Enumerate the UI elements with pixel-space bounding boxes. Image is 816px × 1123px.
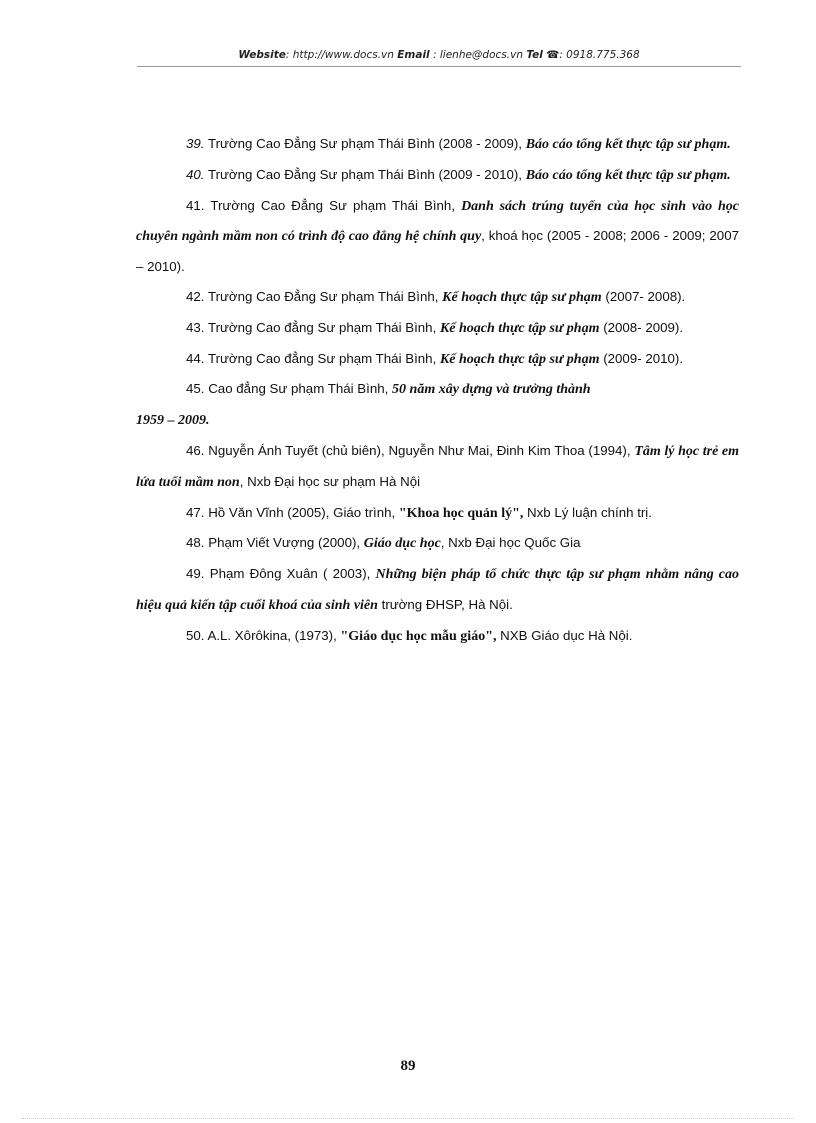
reference-item xyxy=(136,129,739,160)
reference-publisher: , Nxb Đại học Quốc Gia xyxy=(440,535,581,551)
reference-number: 45. xyxy=(186,381,205,397)
reference-authors: Hồ Văn Vĩnh (2005), Giáo trình, xyxy=(204,504,399,520)
reference-title: "Khoa học quản lý", xyxy=(398,505,524,521)
reference-publisher: Nxb Lý luận chính trị. xyxy=(523,504,652,520)
reference-number: 46. xyxy=(186,442,205,458)
website-label: Website xyxy=(238,49,286,61)
reference-item xyxy=(136,528,739,559)
tel-label: Tel xyxy=(526,49,543,61)
page-number: 89 xyxy=(400,1058,416,1074)
reference-authors: Trường Cao Đẳng Sư phạm Thái Bình, xyxy=(204,197,462,213)
reference-item xyxy=(136,621,739,652)
reference-item xyxy=(136,313,739,344)
reference-title: Tâm lý học trẻ em lứa tuổi mầm non xyxy=(136,443,739,490)
reference-title: Báo cáo tổng kết thực tập sư phạm. xyxy=(525,137,731,152)
reference-title: 50 năm xây dựng và trưởng thành xyxy=(392,382,591,398)
reference-item xyxy=(136,282,739,313)
email-address[interactable]: : lienhe@docs.vn xyxy=(429,49,523,61)
reference-publisher: (2009- 2010). xyxy=(599,350,684,366)
reference-authors: Cao đẳng Sư phạm Thái Bình, xyxy=(204,381,393,397)
reference-publisher: trường ĐHSP, Hà Nội. xyxy=(377,596,513,612)
reference-publisher: , khoá học (2005 - 2008; 2006 - 2009; 2007 – 2010). xyxy=(136,228,739,275)
reference-number: 40. xyxy=(186,166,205,182)
reference-authors: Nguyễn Ánh Tuyết (chủ biên), Nguyễn Như Mai, Đinh Kim Thoa (1994), xyxy=(204,442,635,458)
reference-number: 50. xyxy=(186,627,205,643)
reference-list xyxy=(136,129,739,652)
reference-authors: Trường Cao đẳng Sư phạm Thái Bình, xyxy=(204,319,440,335)
reference-title: "Giáo dục học mẫu giáo", xyxy=(340,628,497,644)
reference-publisher: (2007- 2008). xyxy=(601,288,686,304)
reference-authors: Trường Cao Đẳng Sư phạm Thái Bình (2008 - 2009), xyxy=(204,136,526,151)
phone-icon: ☎ xyxy=(546,49,560,61)
reference-title: Kế hoạch thực tập sư phạm xyxy=(439,351,600,367)
reference-number: 43. xyxy=(186,319,205,335)
reference-item xyxy=(136,374,739,436)
reference-publisher: (2008- 2009). xyxy=(599,319,684,335)
reference-number: 47. xyxy=(186,504,205,520)
reference-number: 42. xyxy=(186,288,205,304)
page-edge-divider xyxy=(22,1118,794,1119)
reference-item xyxy=(136,498,739,529)
reference-title: Báo cáo tổng kết thực tập sư phạm. xyxy=(525,167,731,183)
page-header xyxy=(137,46,741,67)
reference-item xyxy=(136,559,739,621)
reference-authors: Trường Cao Đẳng Sư phạm Thái Bình, xyxy=(204,288,443,304)
website-url[interactable]: : http://www.docs.vn xyxy=(285,49,394,61)
reference-authors: Trường Cao đẳng Sư phạm Thái Bình, xyxy=(204,350,440,366)
reference-item xyxy=(136,436,739,498)
email-label: Email xyxy=(397,49,430,61)
reference-authors: Phạm Đông Xuân ( 2003), xyxy=(204,566,376,582)
reference-title: Giáo dục học xyxy=(363,536,441,552)
reference-item xyxy=(136,344,739,375)
reference-item xyxy=(136,160,739,191)
reference-number: 48. xyxy=(186,535,205,551)
reference-title: Những biện pháp tổ chức thực tập sư phạm nhằm nâng cao hiệu quả kiến tập cuối khoá của sinh viên xyxy=(136,567,740,613)
reference-title: Kế hoạch thực tập sư phạm xyxy=(442,289,602,305)
reference-title: Kế hoạch thực tập sư phạm xyxy=(439,320,600,336)
tel-number: : 0918.775.368 xyxy=(559,49,640,61)
reference-authors: Phạm Viết Vượng (2000), xyxy=(204,535,364,551)
reference-publisher: NXB Giáo dục Hà Nội. xyxy=(496,627,633,643)
reference-number: 39. xyxy=(186,136,205,151)
reference-item xyxy=(136,191,739,282)
reference-number: 41. xyxy=(186,197,205,213)
reference-publisher: , Nxb Đại học sư phạm Hà Nội xyxy=(239,473,421,489)
reference-number: 49. xyxy=(186,566,205,582)
reference-authors: Trường Cao Đẳng Sư phạm Thái Bình (2009 - 2010), xyxy=(204,166,526,182)
reference-title: Danh sách trúng tuyển của học sinh vào học chuyên ngành mầm non có trình độ cao đẳng hệ chính quy xyxy=(136,198,739,245)
reference-title-continued: 1959 – 2009. xyxy=(136,413,210,429)
reference-authors: A.L. Xôrôkina, (1973), xyxy=(204,627,341,643)
reference-number: 44. xyxy=(186,350,205,366)
